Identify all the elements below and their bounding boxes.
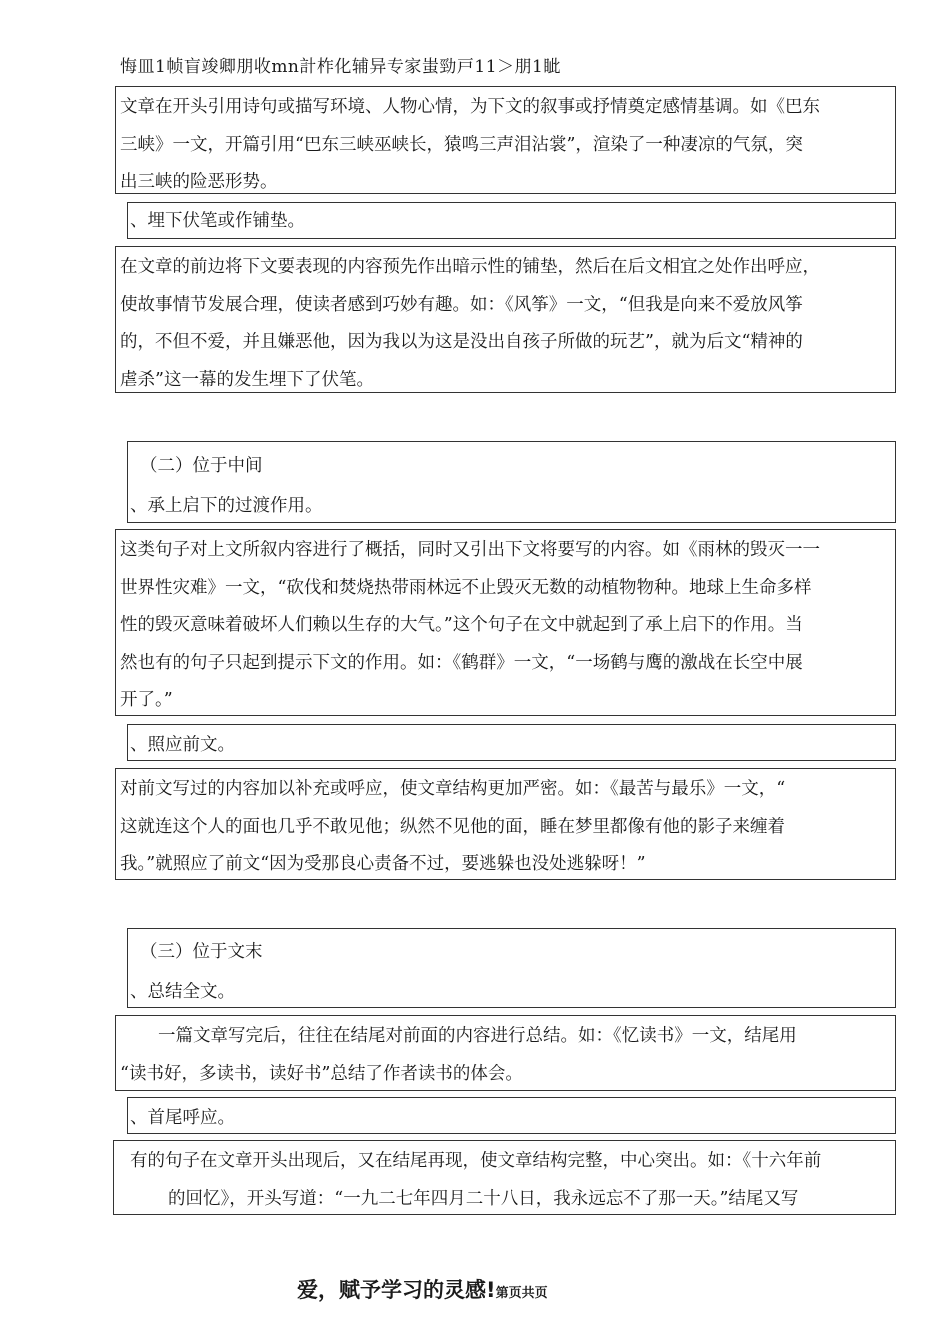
text-line: 这就连这个人的面也几乎不敢见他；纵然不见他的面，睡在梦里都像有他的影子来缠着	[120, 816, 785, 837]
text-block	[115, 246, 896, 393]
text-line: 三峡》一文，开篇引用“巴东三峡巫峡长，猿鸣三声泪沾裳”，渲染了一种凄凉的气氛，突	[120, 134, 803, 155]
text-line: 一篇文章写完后，往往在结尾对前面的内容进行总结。如：《忆读书》一文，结尾用	[158, 1026, 797, 1046]
page-header: 悔皿1帧盲竣卿朋收mn計柞化辅异专家蚩勁戸11＞朋1眦	[120, 57, 561, 77]
text-block	[115, 1015, 896, 1091]
subheading: 、承上启下的过渡作用。	[130, 496, 323, 516]
subheading-box	[127, 724, 896, 761]
section-heading: （三）位于文末	[140, 942, 263, 962]
text-block	[115, 768, 896, 880]
subheading: 、总结全文。	[130, 982, 235, 1002]
text-line: 我。”就照应了前文“因为受那良心责备不过，要逃躲也没处逃躲呀！”	[120, 854, 646, 874]
text-line: “读书好，多读书，读好书”总结了作者读书的体会。	[120, 1063, 523, 1084]
text-line: 在文章的前边将下文要表现的内容预先作出暗示性的铺垫，然后在后文相宜之处作出呼应，	[120, 257, 820, 277]
section-heading: （二）位于中间	[140, 456, 263, 476]
section-heading-box	[127, 441, 896, 523]
subheading: 、埋下伏笔或作铺垫。	[130, 211, 305, 231]
section-heading-box	[127, 928, 896, 1008]
footer-slogan: 爱，赋予学习的灵感!	[297, 1278, 496, 1302]
text-block	[115, 86, 896, 194]
text-line: 有的句子在文章开头出现后，又在结尾再现，使文章结构完整，中心突出。如：《十六年前	[130, 1151, 822, 1171]
text-line: 开了。”	[120, 690, 173, 710]
page-footer	[297, 1274, 548, 1304]
subheading: 、照应前文。	[130, 735, 235, 755]
text-line: 出三峡的险恶形势。	[120, 172, 278, 192]
text-line: 文章在开头引用诗句或描写环境、人物心情，为下文的叙事或抒情奠定感情基调。如《巴东	[120, 97, 820, 117]
subheading-box	[127, 202, 896, 239]
text-block	[113, 1140, 896, 1215]
text-line: 这类句子对上文所叙内容进行了概括，同时又引出下文将要写的内容。如《雨林的毁灭一一	[120, 540, 820, 560]
subheading: 、首尾呼应。	[130, 1108, 235, 1128]
text-line: 虐杀”这一幕的发生埋下了伏笔。	[120, 369, 374, 390]
subheading-box	[127, 1097, 896, 1134]
footer-page-number: 第页共页	[495, 1286, 548, 1301]
text-line: 性的毁灭意味着破坏人们赖以生存的大气。”这个句子在文中就起到了承上启下的作用。当	[120, 615, 803, 635]
text-line: 的回忆》，开头写道：“一九二七年四月二十八日，我永远忘不了那一天。”结尾又写	[168, 1188, 799, 1209]
text-line: 的，不但不爱，并且嫌恶他，因为我以为这是没出自孩子所做的玩艺”，就为后文“精神的	[120, 332, 803, 352]
text-block	[115, 529, 896, 716]
text-line: 世界性灾难》一文，“砍伐和焚烧热带雨林远不止毁灭无数的动植物物种。地球上生命多样	[120, 577, 812, 598]
text-line: 对前文写过的内容加以补充或呼应，使文章结构更加严密。如：《最苦与最乐》一文，“	[120, 779, 786, 799]
text-line: 使故事情节发展合理，使读者感到巧妙有趣。如：《风筝》一文，“但我是向来不爱放风筝	[120, 294, 803, 315]
text-line: 然也有的句子只起到提示下文的作用。如：《鹤群》一文，“一场鹤与鹰的激战在长空中展	[120, 652, 803, 673]
